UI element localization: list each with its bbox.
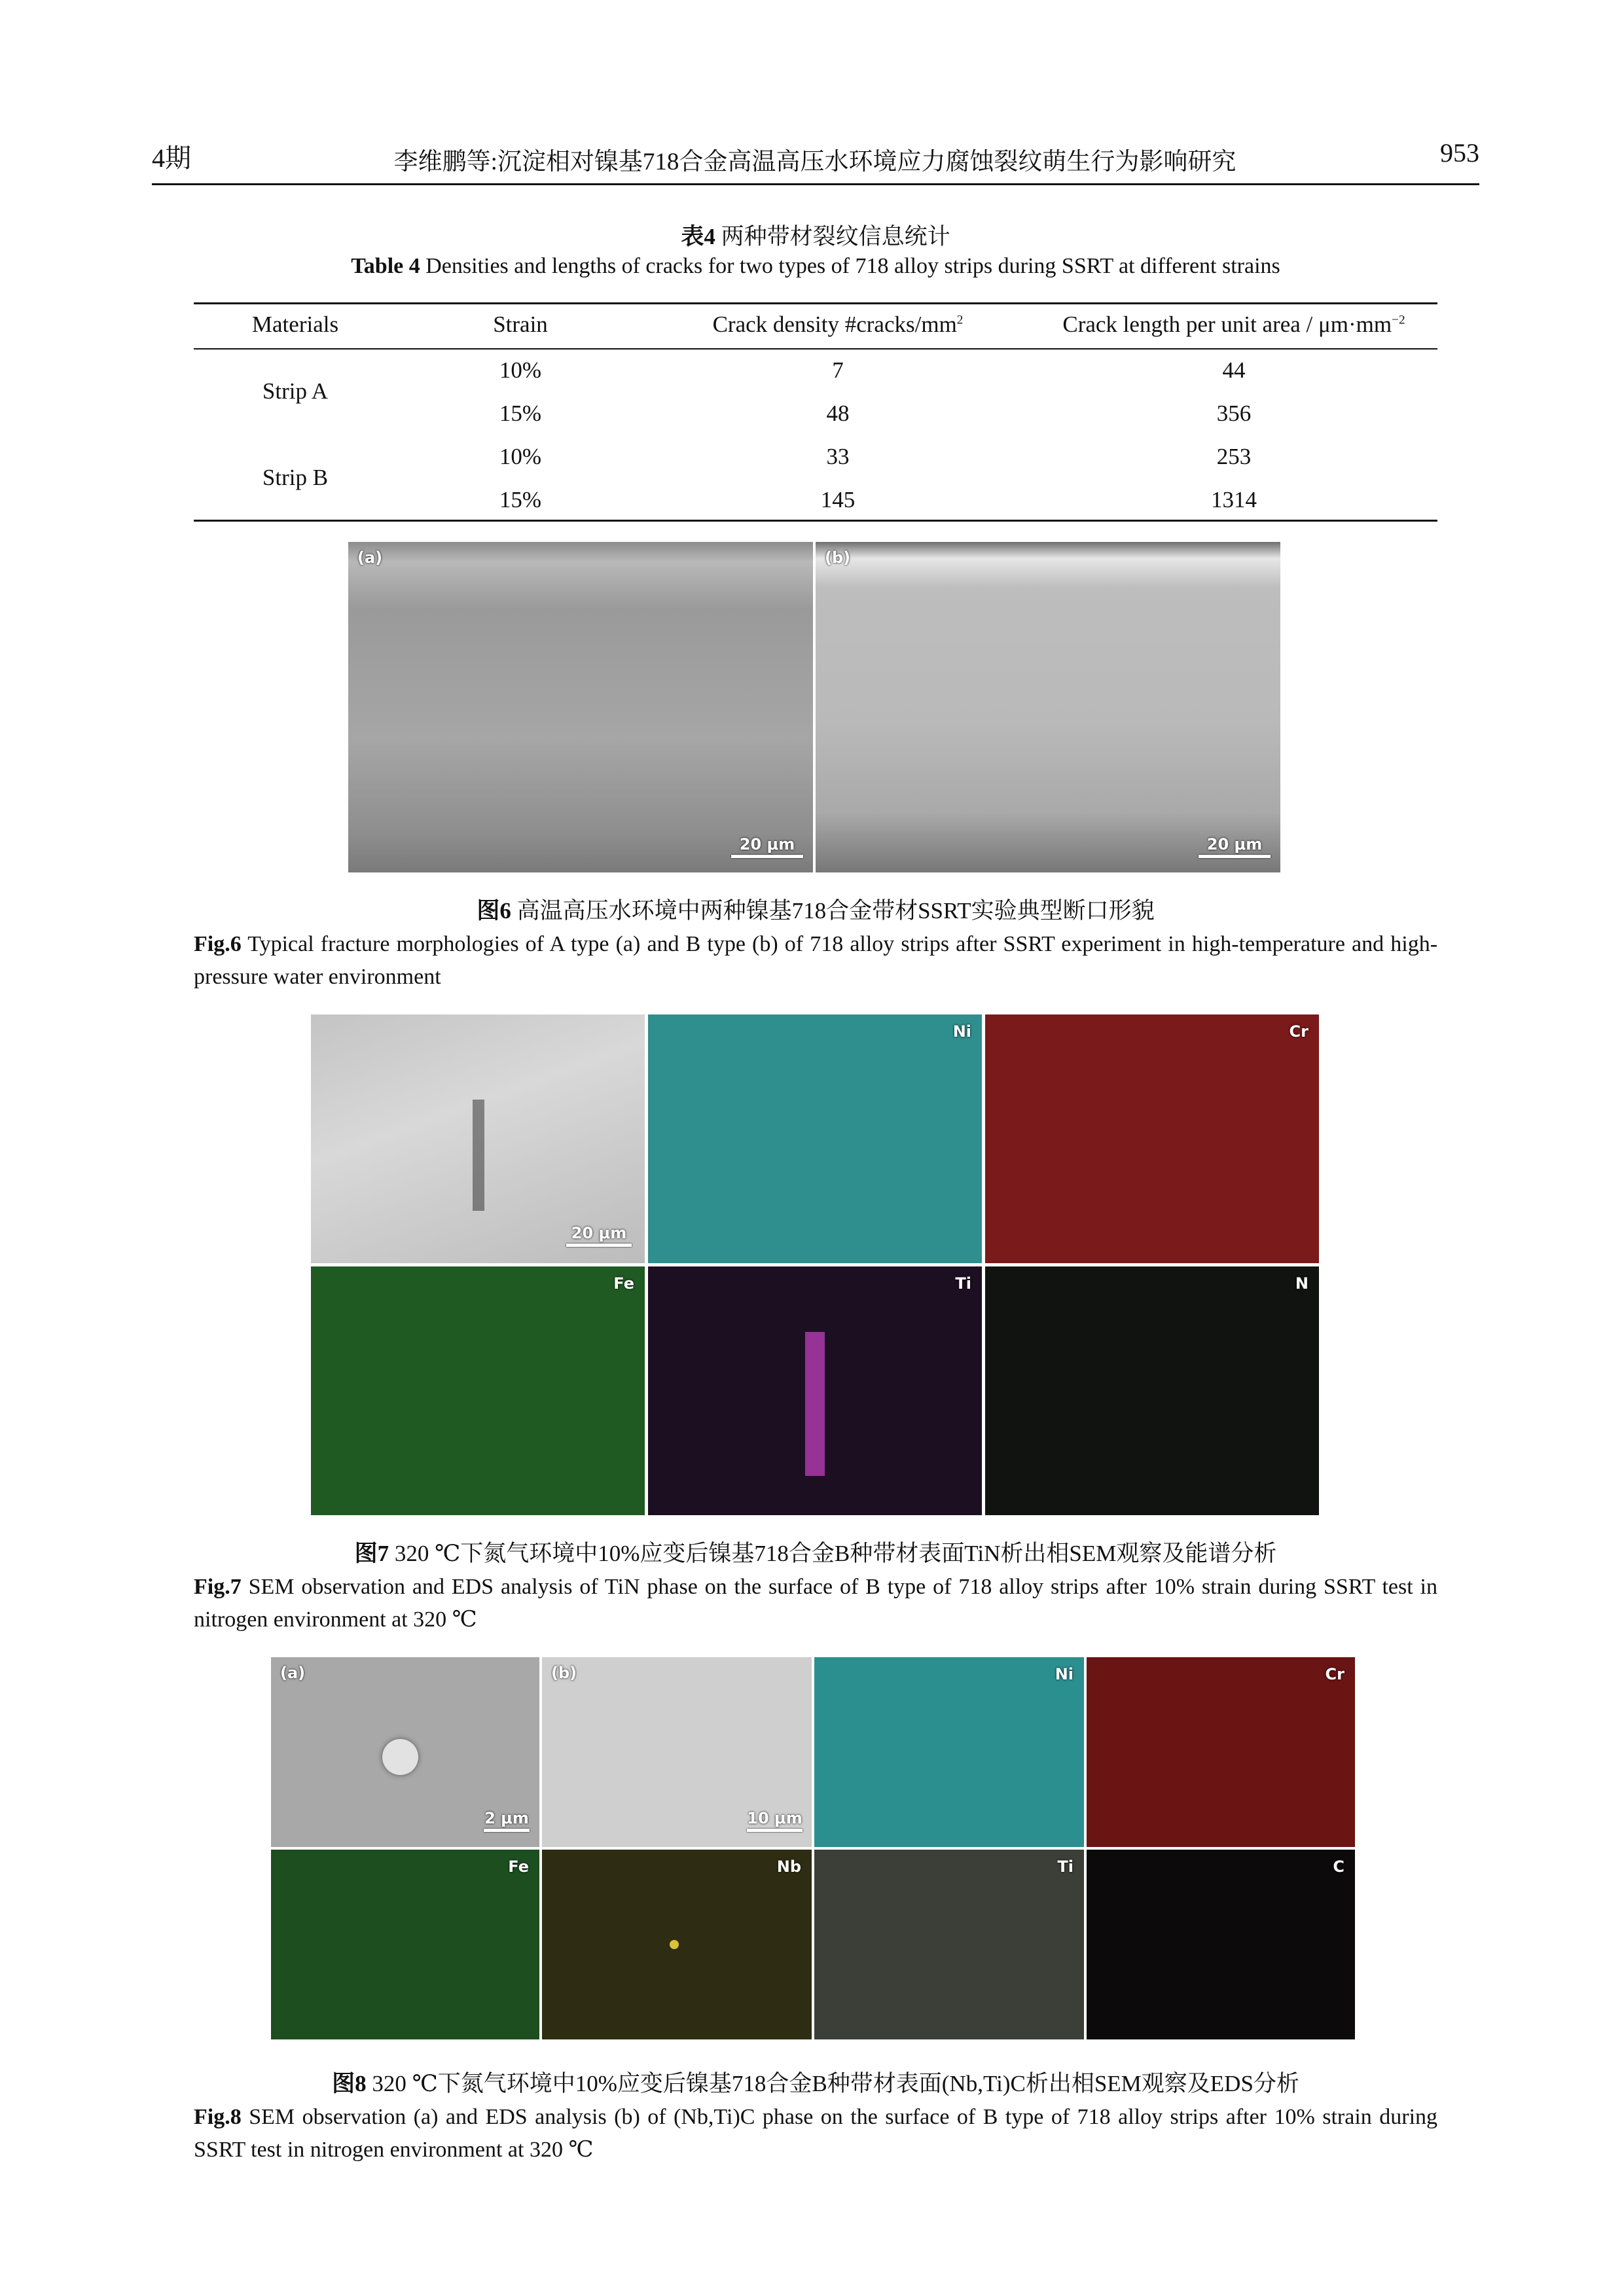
cell-strain: 10%	[499, 444, 542, 469]
cell-strain: 10%	[499, 357, 542, 383]
cell-material-strip-a: Strip A	[262, 378, 329, 404]
panel-label: (a)	[280, 1664, 306, 1682]
fig6-caption-en: Fig.6 Typical fracture morphologies of A type (a) and B type (b) of 718 alloy strips after SSRT experiment in high-temperature and high-pressure water environment	[194, 932, 1438, 989]
th-materials: Materials	[251, 312, 339, 337]
element-label: Ni	[952, 1022, 971, 1041]
th-crack-length: Crack length per unit area / $\mu m\cdot mm^{-2}$	[1062, 312, 1405, 337]
fig7-caption-en: Fig.7 SEM observation and EDS analysis of TiN phase on the surface of B type of 718 alloy strips after 10% strain during SSRT test in nitrogen environment at 320 ℃	[194, 1575, 1438, 1632]
element-label: Nb	[776, 1857, 801, 1876]
fig7-caption-cn: 图7 320 ℃下氮气环境中10%应变后镍基718合金B种带材表面TiN析出相SEM观察及能谱分析	[354, 1541, 1277, 1566]
ti-precipitate	[805, 1332, 825, 1476]
table4-caption-cn: 表4 两种带材裂纹信息统计	[681, 224, 950, 249]
fig8-cr-map	[1087, 1657, 1355, 1847]
element-label: Ni	[1055, 1665, 1074, 1683]
fig7-n-map	[985, 1266, 1319, 1515]
element-label: Cr	[1325, 1665, 1344, 1683]
nb-particle	[670, 1940, 679, 1949]
fig8-nb-map	[542, 1850, 812, 2039]
cell-density: 7	[832, 357, 844, 383]
fig8-ni-map	[814, 1657, 1084, 1847]
particle	[382, 1739, 418, 1775]
fig8-fe-map	[271, 1850, 539, 2039]
table-top-rule	[194, 302, 1437, 304]
header-rule	[152, 183, 1479, 185]
element-label: Fe	[613, 1274, 634, 1293]
element-label: Ti	[955, 1274, 971, 1293]
th-strain: Strain	[493, 312, 548, 337]
cell-density: 33	[826, 444, 850, 469]
fig7-sem-image	[311, 1014, 645, 1263]
fig7-ni-map	[648, 1014, 982, 1263]
page-number: 953	[1440, 138, 1479, 168]
cell-material-strip-b: Strip B	[262, 465, 329, 490]
fig7-cr-map	[985, 1014, 1319, 1263]
table4-caption-en: Table 4 Densities and lengths of cracks for two types of 718 alloy strips during SSRT at different strains	[351, 254, 1280, 278]
table-header-rule	[194, 348, 1437, 350]
cell-strain: 15%	[499, 487, 542, 512]
precipitate	[473, 1100, 484, 1211]
cell-density: 48	[826, 401, 850, 426]
element-label: N	[1295, 1274, 1308, 1293]
scale-bar: 20 μm	[566, 1224, 632, 1247]
cell-strain: 15%	[499, 401, 542, 426]
fig8-caption-en: Fig.8 SEM observation (a) and EDS analysis (b) of (Nb,Ti)C phase on the surface of B type of 718 alloy strips after 10% strain during SSRT test in nitrogen environment at 320 ℃	[194, 2105, 1438, 2162]
fig6-panel-a-sem-image	[348, 542, 813, 872]
scale-bar: 20 μm	[731, 835, 803, 858]
fig7-fe-map	[311, 1266, 645, 1515]
scale-bar: 10 μm	[747, 1809, 803, 1832]
fig8-ti-map	[814, 1850, 1084, 2039]
fig7-ti-map	[648, 1266, 982, 1515]
cell-density: 145	[820, 487, 856, 512]
fig8-panel-a-sem-image	[271, 1657, 539, 1847]
cell-length: 1314	[1211, 487, 1257, 512]
element-label: Ti	[1057, 1857, 1074, 1876]
panel-label: (a)	[357, 548, 383, 567]
fig8-panel-b-sem-image	[542, 1657, 812, 1847]
table-bottom-rule	[194, 520, 1437, 522]
element-label: Cr	[1289, 1022, 1308, 1041]
cell-length: 356	[1216, 401, 1252, 426]
issue-number: 4期	[152, 143, 191, 173]
panel-label: (b)	[551, 1664, 577, 1682]
fig6-panel-b-sem-image	[816, 542, 1280, 872]
fig6-caption-cn: 图6 高温高压水环境中两种镍基718合金带材SSRT实验典型断口形貌	[477, 898, 1155, 924]
scale-bar: 20 μm	[1199, 835, 1271, 858]
fig8-caption-cn: 图8 320 ℃下氮气环境中10%应变后镍基718合金B种带材表面(Nb,Ti)C析出相SEM观察及EDS分析	[332, 2071, 1299, 2096]
running-title: 李维鹏等:沉淀相对镍基718合金高温高压水环境应力腐蚀裂纹萌生行为影响研究	[393, 149, 1236, 175]
scale-bar: 2 μm	[484, 1809, 530, 1832]
th-crack-density: Crack density $\#cracks/mm^2$	[712, 312, 964, 337]
cell-length: 44	[1222, 357, 1246, 383]
element-label: C	[1333, 1857, 1344, 1876]
element-label: Fe	[508, 1857, 529, 1876]
panel-label: (b)	[825, 548, 851, 567]
cell-length: 253	[1216, 444, 1252, 469]
fig8-c-map	[1087, 1850, 1355, 2039]
